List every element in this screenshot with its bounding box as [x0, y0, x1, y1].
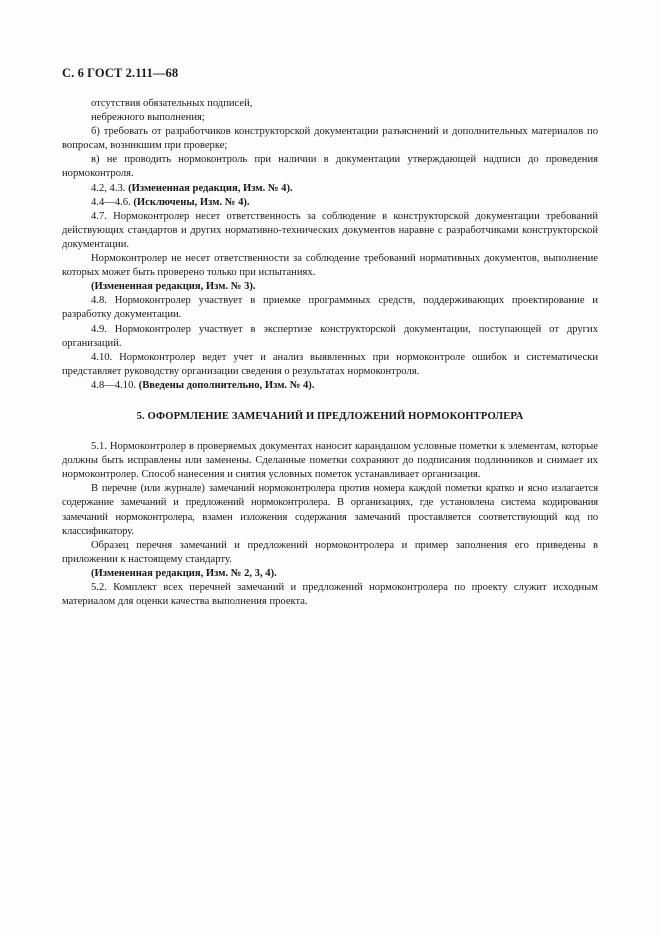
paragraph-4-4-amendment: (Исключены, Изм. № 4). [133, 196, 250, 208]
paragraph-item-b: б) требовать от разработчиков конструкторской документации разъяснений и дополнительных материалов по вопросам, возникшим при проверке; [62, 126, 598, 152]
paragraph-4-8-4-10-amendment: (Введены дополнительно, Изм. № 4). [138, 379, 315, 391]
paragraph-item-v: в) не проводить нормоконтроль при наличии в документации утверждающей надписи до проведения нормоконтроля. [62, 154, 598, 180]
document-body [62, 97, 598, 609]
paragraph-5-1: 5.1. Нормоконтролер в проверяемых документах наносит карандашом условные пометки к элементам, которые должны быть исправлены или заменены. Сделанные пометки сохраняют до подписания подлинников и снимает их нормоконтролер. Способ нанесения и снятия условных пометок устанавливает организация. [62, 441, 598, 481]
paragraph-normocontroller-not-responsible: Нормоконтролер не несет ответственности за соблюдение требований нормативных документов, выполнение которых может быть проверено только при испытаниях. [62, 253, 598, 279]
paragraph-amendment-3: (Измененная редакция, Изм. № 3). [91, 281, 256, 293]
paragraph-amendment-2-3-4: (Измененная редакция, Изм. № 2, 3, 4). [91, 567, 277, 579]
paragraph-4-4-number: 4.4—4.6. [91, 196, 134, 208]
paragraph-4-2 [62, 182, 598, 196]
paragraph-4-2-number: 4.2, 4.3. [91, 182, 129, 194]
page-header: С. 6 ГОСТ 2.111—68 [62, 66, 179, 80]
paragraph-4-9: 4.9. Нормоконтролер участвует в экспертизе конструкторской документации, поступающей от других организаций. [62, 323, 598, 349]
paragraph-4-7: 4.7. Нормоконтролер несет ответственность за соблюдение в конструкторской документации требований действующих стандартов и других нормативно-технических документов наравне с разработчиками конструкторской документации. [62, 210, 598, 250]
paragraph-4-4 [62, 196, 598, 210]
paragraph-5-2: 5.2. Комплект всех перечней замечаний и предложений нормоконтролера по проекту служит исходным материалом для оценки качества выполнения проекта. [62, 582, 598, 608]
paragraph-4-8-4-10-number: 4.8—4.10. [91, 379, 139, 391]
paragraph-absence-signatures: отсутствия обязательных подписей, [91, 98, 253, 109]
paragraph-4-8-4-10 [62, 379, 598, 393]
paragraph-careless: небрежного выполнения; [91, 112, 205, 124]
paragraph-4-8: 4.8. Нормоконтролер участвует в приемке программных средств, поддерживающих проектирование и разработку документации. [62, 295, 598, 321]
paragraph-perechen: В перечне (или журнале) замечаний нормоконтролера против номера каждой пометки кратко и ясно излагается содержание замечаний и предложений нормоконтролера. В организациях, где установлена система кодирования замечаний нормоконтролера, взамен изложения содержания замечаний проставляется соответствующий код по классификатору. [62, 483, 598, 537]
section-title: 5. ОФОРМЛЕНИЕ ЗАМЕЧАНИЙ И ПРЕДЛОЖЕНИЙ НОРМОКОНТРОЛЕРА [136, 410, 524, 422]
paragraph-4-10: 4.10. Нормоконтролер ведет учет и анализ выявленных при нормоконтроле ошибок и систематически представляет руководству организации сведения о результатах нормоконтроля. [62, 351, 598, 377]
paragraph-obrazec: Образец перечня замечаний и предложений нормоконтролера и пример заполнения его приведены в приложении к настоящему стандарту. [62, 539, 598, 565]
paragraph-4-2-amendment: (Измененная редакция, Изм. № 4). [128, 182, 293, 194]
